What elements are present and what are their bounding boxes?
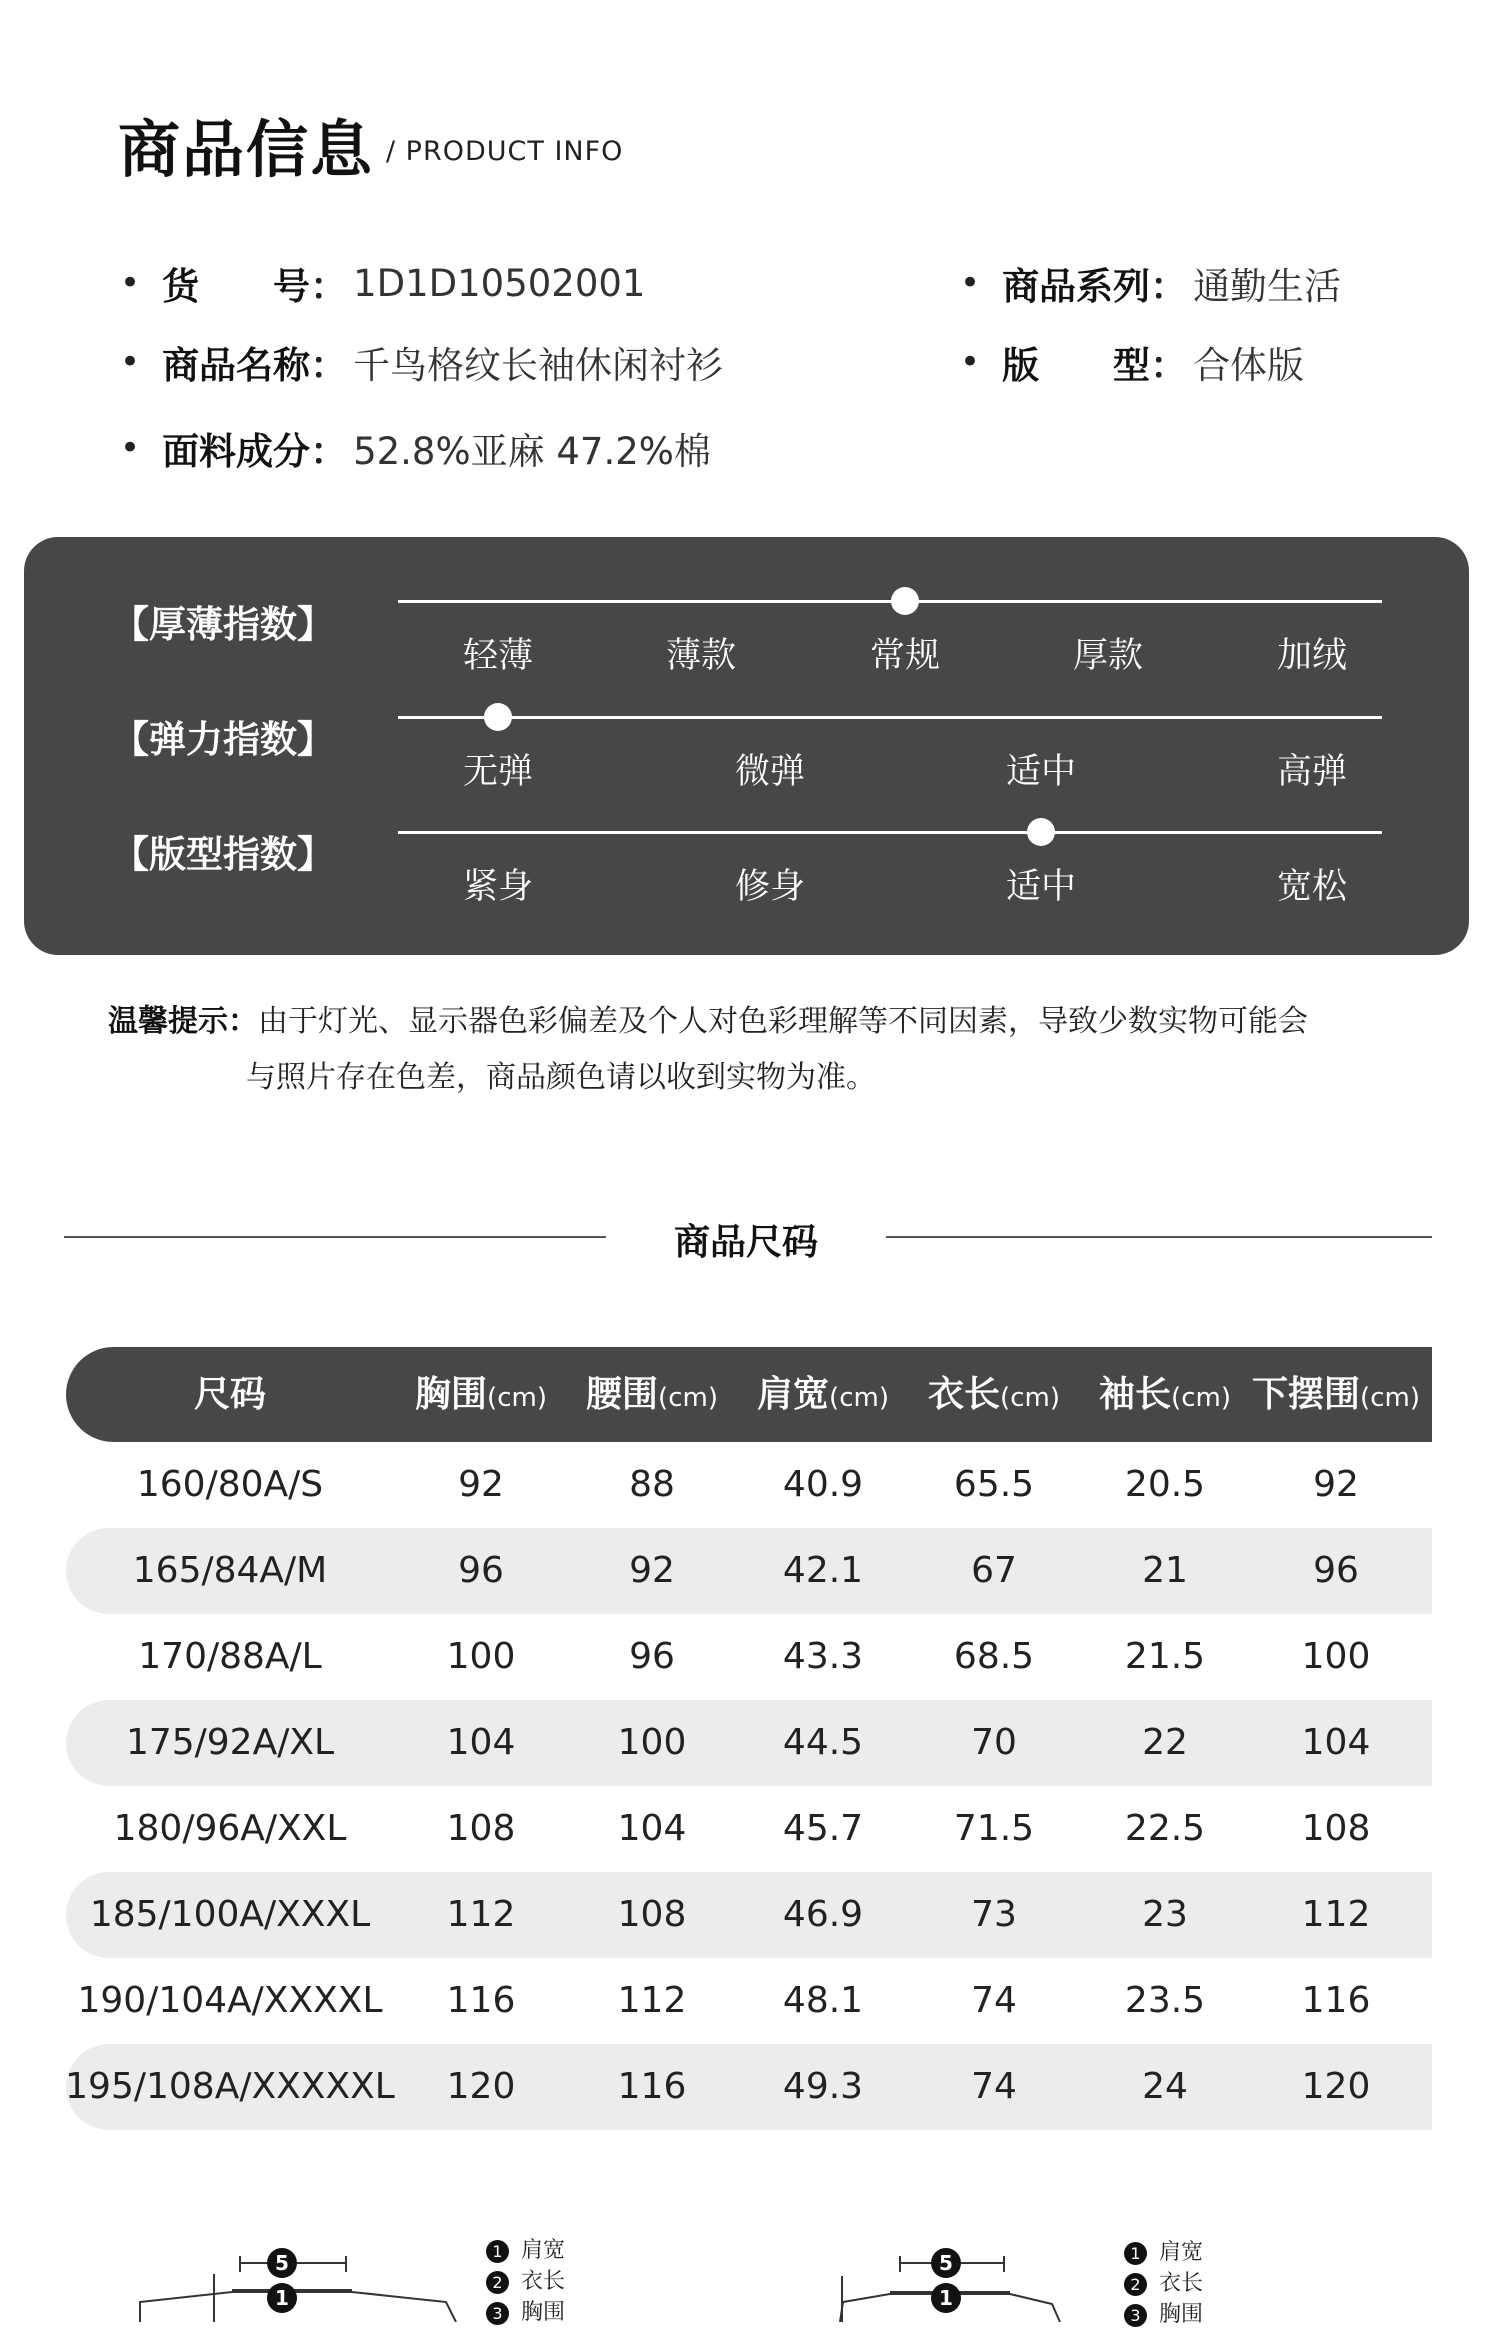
thickness-option: 轻薄: [462, 636, 534, 676]
thickness-option: 加绒: [1276, 636, 1348, 676]
size-table: [66, 1347, 1432, 2130]
fit-option: 紧身: [462, 867, 534, 907]
info-item-no: • 货 号 ： 1D1D10502001: [120, 256, 645, 310]
table-row: [66, 1614, 1432, 1700]
diagram-legend-right: [1124, 2237, 1203, 2330]
info-value: 通勤生活: [1193, 265, 1342, 308]
table-cell-length: 67: [971, 1550, 1017, 1591]
notice-text: 由于灯光、显示器色彩偏差及个人对色彩理解等不同因素，导致少数实物可能会: [258, 1004, 1308, 1039]
info-value: 千鸟格纹长袖休闲衬衫: [353, 344, 724, 387]
fit-index-track: [398, 831, 1382, 834]
svg-text:1: 1: [275, 2286, 289, 2310]
section-divider-right: [886, 1236, 1432, 1238]
diagram-marker-1: [267, 2283, 961, 2313]
legend-item: 1 肩宽: [486, 2235, 565, 2266]
table-cell-chest: 108: [446, 1808, 516, 1849]
table-cell-size: 190/104A/XXXXL: [77, 1980, 383, 2021]
table-cell-length: 68.5: [953, 1636, 1035, 1677]
info-value: 52.8%亚麻 47.2%棉: [353, 430, 711, 473]
table-row: [66, 1700, 1432, 1786]
table-cell-size: 185/100A/XXXL: [89, 1894, 371, 1935]
table-cell-hem: 104: [1301, 1722, 1371, 1763]
size-table-body: [66, 1442, 1432, 2130]
table-cell-length: 65.5: [953, 1464, 1035, 1505]
thickness-index-label: 【厚薄指数】: [112, 603, 334, 646]
thickness-index-track: [398, 600, 1382, 603]
legend-item: 3 胸围: [486, 2297, 565, 2328]
table-cell-shoulder: 49.3: [782, 2066, 864, 2107]
shirt-diagram-left: [140, 2256, 456, 2322]
table-cell-length: 71.5: [953, 1808, 1035, 1849]
notice-label: 温馨提示：: [108, 1004, 258, 1039]
fit-option: 适中: [1005, 867, 1077, 907]
info-label: 商品系列: [1002, 265, 1151, 308]
info-name: • 商品名称 ： 千鸟格纹长袖休闲衬衫: [120, 335, 723, 389]
diagram-legend-left: [486, 2235, 565, 2328]
table-cell-waist: 116: [617, 2066, 687, 2107]
info-value: 合体版: [1193, 344, 1305, 387]
legend-item: 2 衣长: [486, 2266, 565, 2297]
thickness-option: 厚款: [1072, 636, 1144, 676]
bullet-icon: •: [120, 342, 141, 382]
page-subtitle: / PRODUCT INFO: [386, 136, 624, 167]
table-cell-sleeve: 24: [1142, 2066, 1188, 2107]
table-cell-chest: 92: [458, 1464, 504, 1505]
table-cell-size: 170/88A/L: [138, 1636, 322, 1677]
table-row: [66, 2044, 1432, 2130]
fit-option: 宽松: [1276, 867, 1348, 907]
bullet-icon: •: [960, 263, 981, 303]
table-cell-waist: 96: [629, 1636, 675, 1677]
size-table-header: [66, 1347, 1432, 1442]
column-header-sleeve: 袖长(cm): [1099, 1374, 1231, 1415]
info-fit: • 版 型 ： 合体版: [960, 335, 1304, 389]
column-header-waist: 腰围(cm): [586, 1374, 718, 1415]
table-cell-shoulder: 40.9: [782, 1464, 864, 1505]
table-cell-sleeve: 23: [1142, 1894, 1188, 1935]
thickness-option: 薄款: [665, 636, 737, 676]
svg-text:5: 5: [275, 2251, 289, 2275]
fit-option: 修身: [734, 867, 806, 907]
table-cell-chest: 112: [446, 1894, 516, 1935]
table-cell-waist: 104: [617, 1808, 687, 1849]
info-label: 面料成分: [162, 430, 311, 473]
table-cell-shoulder: 45.7: [782, 1808, 864, 1849]
table-cell-sleeve: 23.5: [1124, 1980, 1206, 2021]
fit-index-marker: [1027, 818, 1055, 846]
table-cell-size: 175/92A/XL: [125, 1722, 335, 1763]
elasticity-option: 适中: [1005, 752, 1077, 792]
table-cell-waist: 88: [629, 1464, 675, 1505]
table-cell-length: 74: [971, 1980, 1017, 2021]
info-label: 版 型: [1002, 344, 1151, 387]
bullet-icon: •: [120, 263, 141, 303]
elasticity-index-marker: [484, 703, 512, 731]
table-cell-hem: 96: [1313, 1550, 1359, 1591]
table-cell-shoulder: 43.3: [782, 1636, 864, 1677]
section-divider-left: [64, 1236, 606, 1238]
table-cell-waist: 92: [629, 1550, 675, 1591]
table-cell-hem: 92: [1313, 1464, 1359, 1505]
table-cell-hem: 112: [1301, 1894, 1371, 1935]
thickness-index-marker: [891, 587, 919, 615]
elasticity-index-label: 【弹力指数】: [112, 718, 334, 761]
table-cell-shoulder: 42.1: [782, 1550, 864, 1591]
legend-item: 1 肩宽: [1124, 2237, 1203, 2268]
info-label: 商品名称: [162, 344, 311, 387]
table-cell-length: 74: [971, 2066, 1017, 2107]
table-row: [66, 1442, 1432, 1528]
bullet-icon: •: [960, 342, 981, 382]
page-title: 商品信息: [118, 113, 375, 186]
column-header-length: 衣长(cm): [928, 1374, 1060, 1415]
notice-line-1: [108, 996, 1308, 1040]
info-value: 1D1D10502001: [353, 261, 646, 305]
table-cell-chest: 116: [446, 1980, 516, 2021]
table-cell-waist: 100: [617, 1722, 687, 1763]
table-cell-hem: 116: [1301, 1980, 1371, 2021]
table-cell-chest: 100: [446, 1636, 516, 1677]
table-row: [66, 1872, 1432, 1958]
table-cell-sleeve: 21.5: [1124, 1636, 1206, 1677]
table-cell-size: 180/96A/XXL: [113, 1808, 347, 1849]
table-cell-chest: 120: [446, 2066, 516, 2107]
info-label: 货 号: [162, 265, 311, 308]
table-cell-hem: 120: [1301, 2066, 1371, 2107]
table-cell-shoulder: 46.9: [782, 1894, 864, 1935]
table-cell-waist: 108: [617, 1894, 687, 1935]
size-section-title: 商品尺码: [673, 1222, 819, 1263]
elasticity-option: 无弹: [462, 752, 534, 792]
table-cell-sleeve: 22: [1142, 1722, 1188, 1763]
measurement-diagrams: [0, 2200, 1500, 2322]
legend-item: 2 衣长: [1124, 2268, 1203, 2299]
table-cell-size: 160/80A/S: [136, 1464, 324, 1505]
svg-text:5: 5: [939, 2251, 953, 2275]
table-cell-length: 70: [971, 1722, 1017, 1763]
table-cell-hem: 108: [1301, 1808, 1371, 1849]
table-cell-shoulder: 44.5: [782, 1722, 864, 1763]
info-fabric: • 面料成分 ： 52.8%亚麻 47.2%棉: [120, 421, 711, 475]
column-header-shoulder: 肩宽(cm): [757, 1374, 889, 1415]
fit-index-label: 【版型指数】: [112, 833, 334, 876]
notice-line-2: 与照片存在色差，商品颜色请以收到实物为准。: [246, 1060, 876, 1095]
table-cell-size: 165/84A/M: [132, 1550, 328, 1591]
elasticity-option: 高弹: [1276, 752, 1348, 792]
column-header-size: 尺码: [193, 1374, 267, 1415]
table-cell-sleeve: 21: [1142, 1550, 1188, 1591]
column-header-chest: 胸围(cm): [415, 1374, 547, 1415]
elasticity-index-track: [398, 716, 1382, 719]
column-header-hem: 下摆围(cm): [1252, 1374, 1420, 1415]
table-cell-sleeve: 20.5: [1124, 1464, 1206, 1505]
legend-item: 3 胸围: [1124, 2299, 1203, 2330]
thickness-option: 常规: [869, 636, 941, 676]
table-cell-chest: 96: [458, 1550, 504, 1591]
index-panel: [24, 537, 1469, 955]
table-row: [66, 1786, 1432, 1872]
table-cell-hem: 100: [1301, 1636, 1371, 1677]
table-cell-sleeve: 22.5: [1124, 1808, 1206, 1849]
bullet-icon: •: [120, 428, 141, 468]
table-cell-shoulder: 48.1: [782, 1980, 864, 2021]
table-row: [66, 1528, 1432, 1614]
svg-text:1: 1: [939, 2286, 953, 2310]
diagram-marker-5: [267, 2248, 961, 2278]
table-cell-waist: 112: [617, 1980, 687, 2021]
info-series: • 商品系列 ： 通勤生活: [960, 256, 1341, 310]
table-cell-size: 195/108A/XXXXXL: [65, 2066, 395, 2107]
table-cell-chest: 104: [446, 1722, 516, 1763]
elasticity-option: 微弹: [734, 752, 806, 792]
table-row: [66, 1958, 1432, 2044]
table-cell-length: 73: [971, 1894, 1017, 1935]
